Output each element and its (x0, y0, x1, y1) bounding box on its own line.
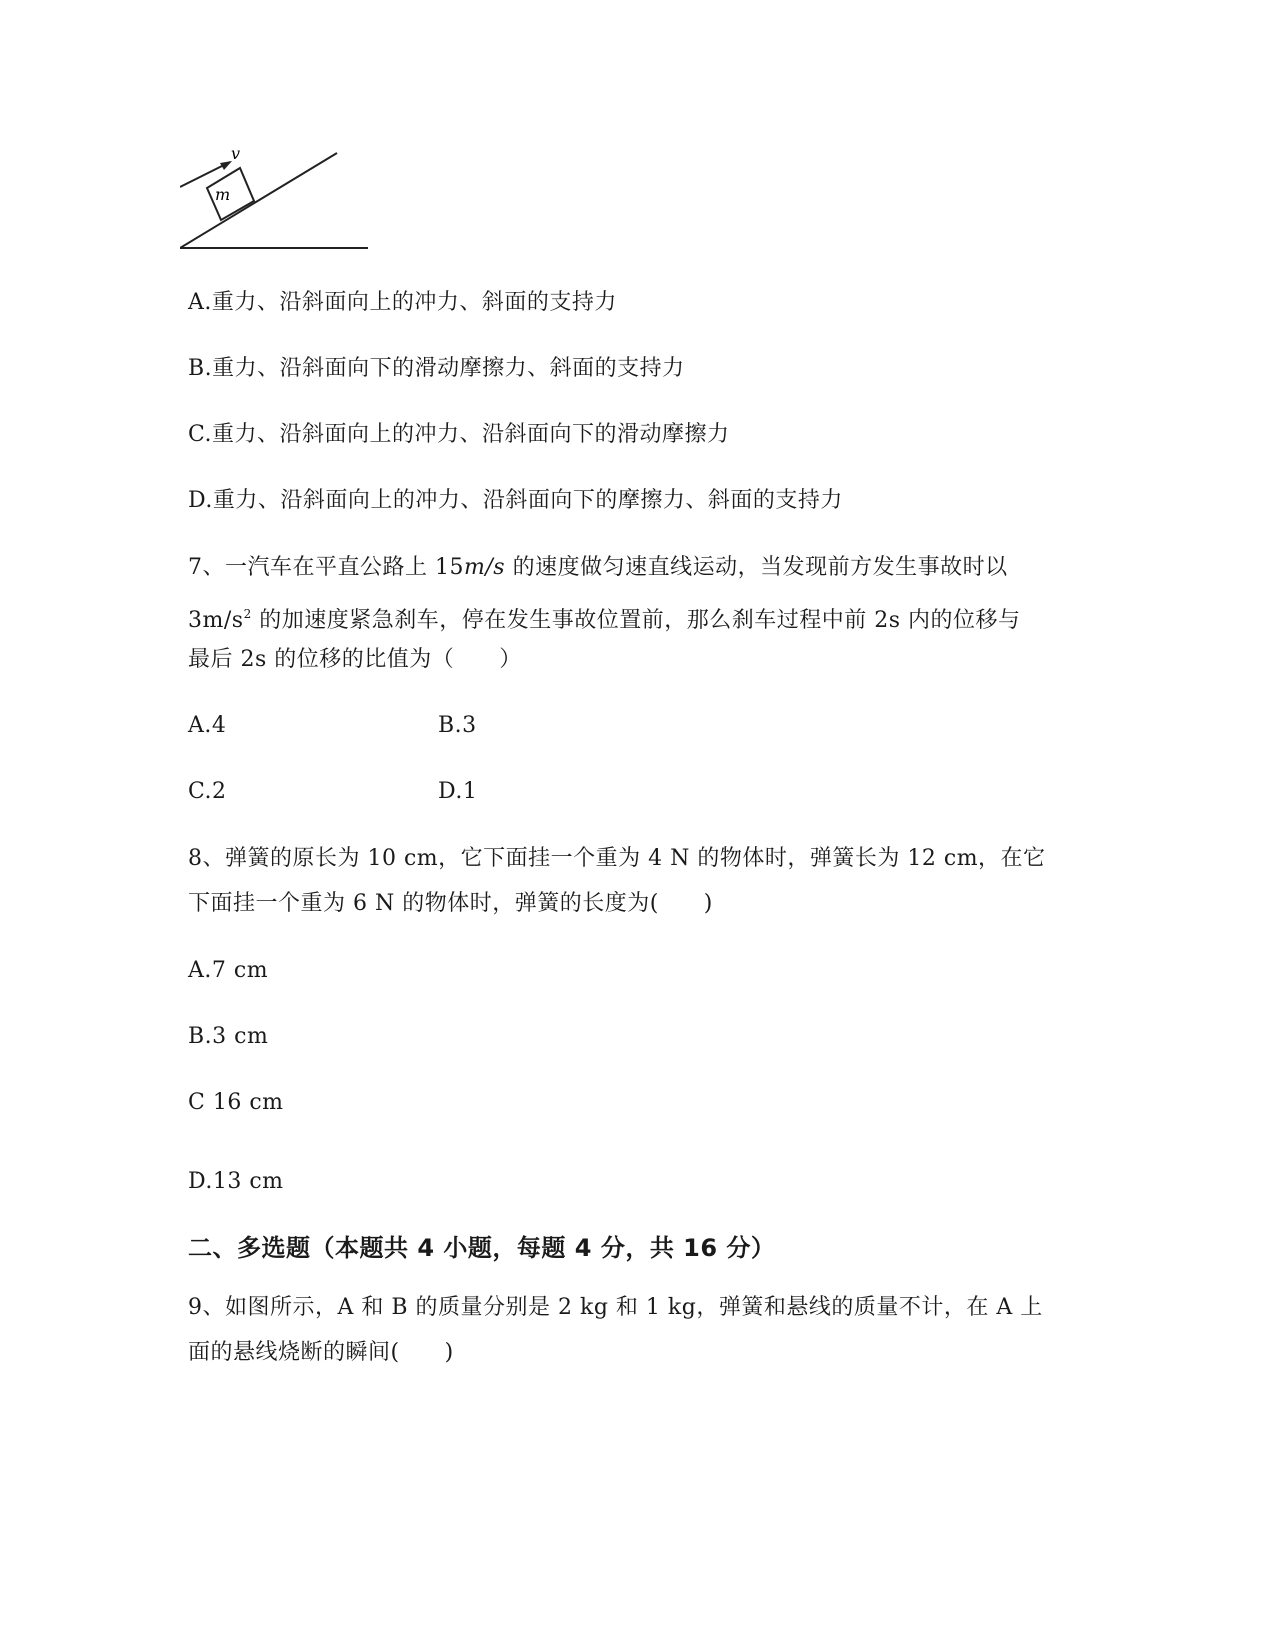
mass-label: m (215, 185, 231, 204)
q7-l2-pre: 3m/s (188, 608, 244, 633)
q7-l2-sup: 2 (243, 607, 252, 621)
q8-text-line-2: 下面挂一个重为 6 N 的物体时，弹簧的长度为( ) (188, 891, 713, 916)
q7-text-line-3: 最后 2s 的位移的比值为（ ） (188, 647, 522, 672)
q7-text-line-2 (188, 599, 1020, 636)
q7-text-line-1 (188, 553, 1008, 583)
incline-block-diagram (180, 145, 380, 255)
q7-l2-post: 的加速度紧急刹车，停在发生事故位置前，那么刹车过程中前 2s 内的位移与 (251, 608, 1021, 633)
velocity-label: v (231, 145, 241, 163)
q8-option-d: D.13 cm (188, 1169, 284, 1194)
q7-l1-pre: 7、一汽车在平直公路上 15 (188, 555, 464, 580)
q6-option-c: C.重力、沿斜面向上的冲力、沿斜面向下的滑动摩擦力 (188, 422, 730, 447)
q7-option-d: D.1 (438, 779, 478, 804)
q6-option-b: B.重力、沿斜面向下的滑动摩擦力、斜面的支持力 (188, 356, 685, 381)
q8-option-a: A.7 cm (188, 958, 269, 983)
q7-option-c: C.2 (188, 779, 227, 804)
q7-speed-unit: m/s (464, 555, 506, 580)
q7-l1-post: 的速度做匀速直线运动，当发现前方发生事故时以 (505, 555, 1008, 580)
incline-line (180, 153, 337, 248)
q8-option-c: C 16 cm (188, 1090, 284, 1115)
q7-option-a: A.4 (188, 713, 227, 738)
section-2-heading: 二、多选题（本题共 4 小题，每题 4 分，共 16 分） (188, 1234, 776, 1262)
q9-text-line-1: 9、如图所示，A 和 B 的质量分别是 2 kg 和 1 kg，弹簧和悬线的质量不计，在 A 上 (188, 1295, 1043, 1320)
q7-option-b: B.3 (438, 713, 477, 738)
q9-text-line-2: 面的悬线烧断的瞬间( ) (188, 1340, 454, 1365)
q6-option-d: D.重力、沿斜面向上的冲力、沿斜面向下的摩擦力、斜面的支持力 (188, 488, 843, 513)
q8-option-b: B.3 cm (188, 1024, 269, 1049)
q8-text-line-1: 8、弹簧的原长为 10 cm，它下面挂一个重为 4 N 的物体时，弹簧长为 12 cm，在它 (188, 846, 1046, 871)
q6-option-a: A.重力、沿斜面向上的冲力、斜面的支持力 (188, 290, 617, 315)
